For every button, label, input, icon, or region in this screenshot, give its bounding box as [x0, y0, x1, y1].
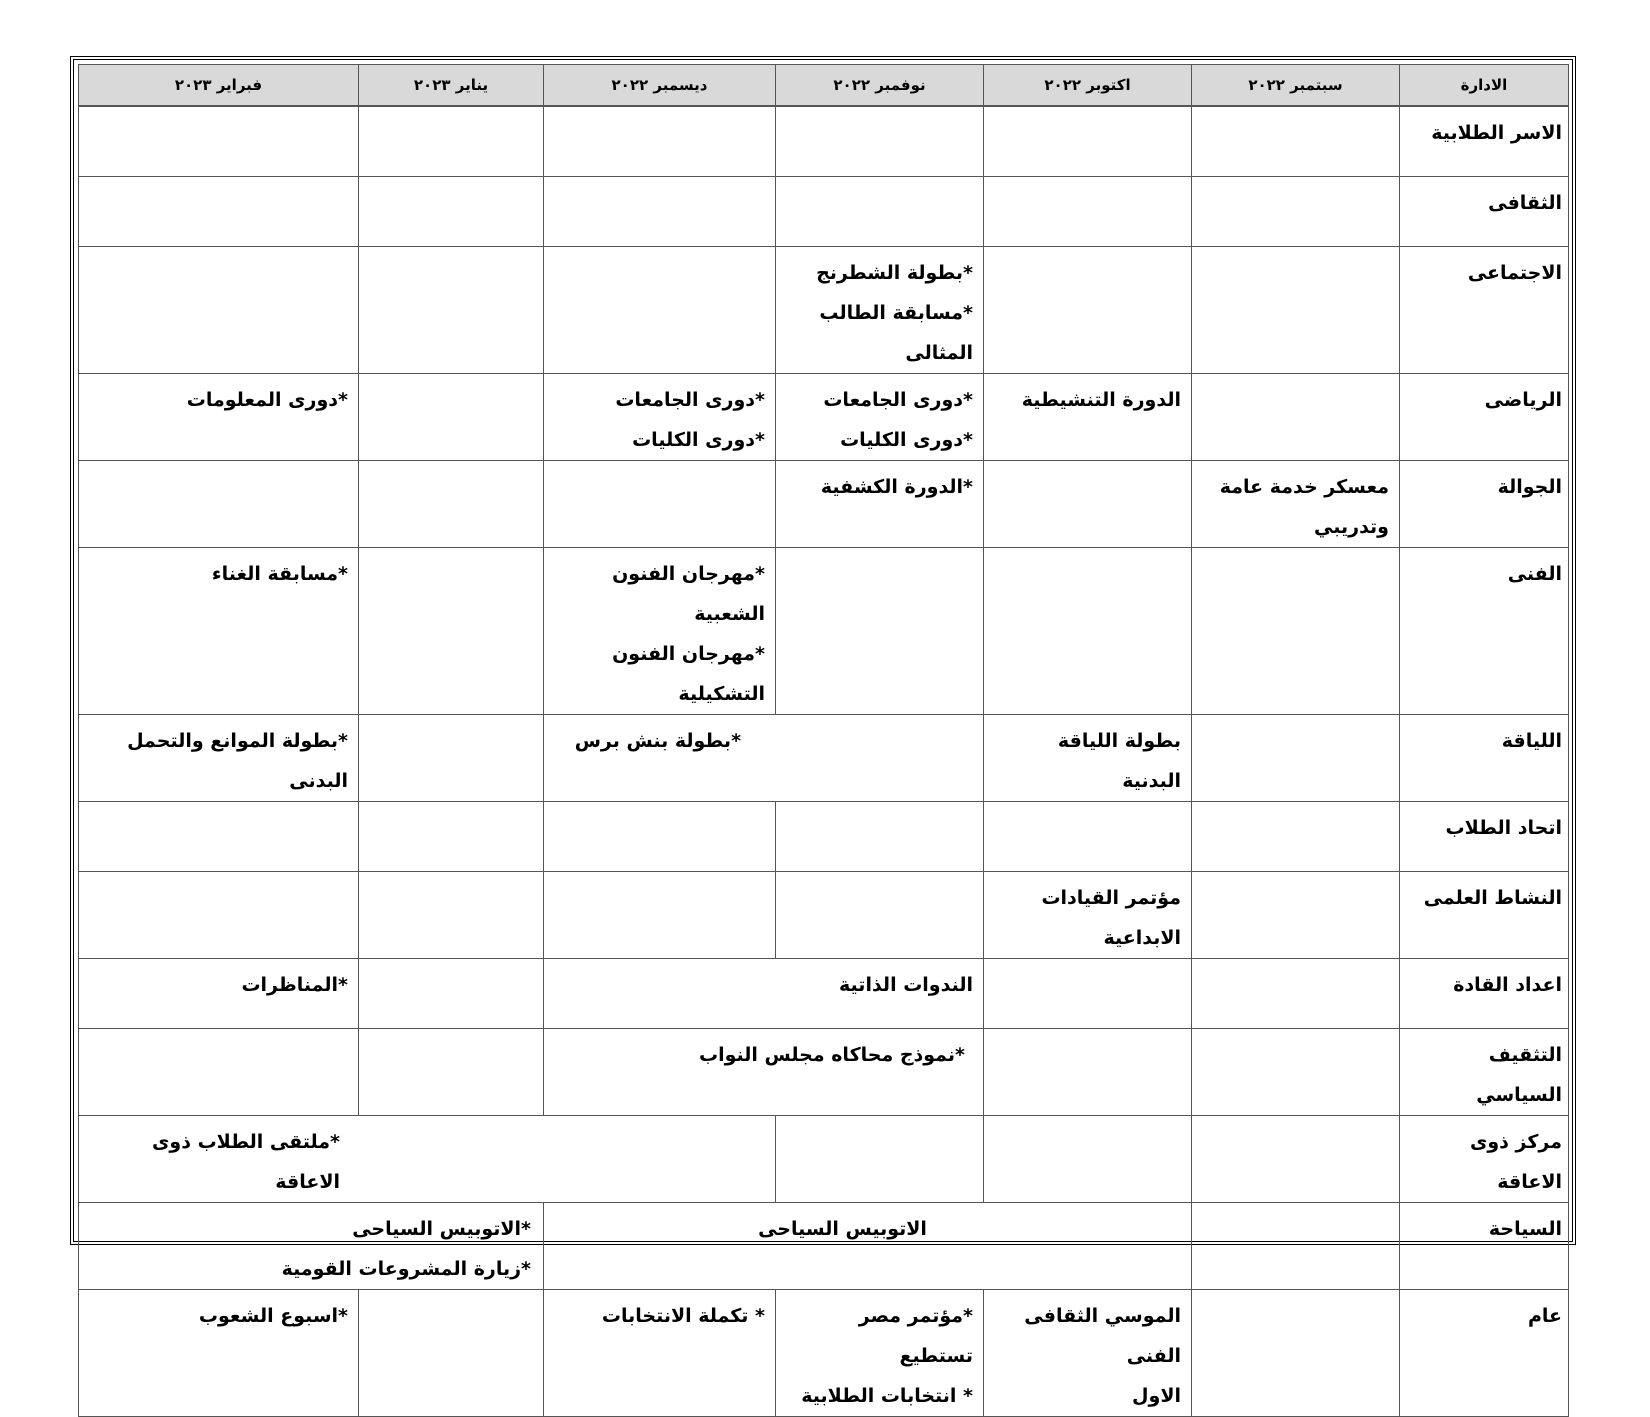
dept-cell: الجوالة — [1400, 460, 1569, 547]
cell — [359, 176, 544, 246]
cell — [79, 1289, 359, 1416]
cell — [544, 801, 776, 871]
activity-text: الاول — [1132, 1384, 1181, 1407]
activity-text: *مؤتمر مصر تستطيع — [858, 1304, 973, 1367]
cell — [1192, 1115, 1400, 1202]
cell — [79, 373, 359, 460]
cell — [544, 871, 776, 958]
table-row — [79, 871, 1569, 958]
cell — [776, 1289, 984, 1416]
cell — [984, 1115, 1192, 1202]
cell — [544, 547, 776, 714]
dept-cell: الاسر الطلابية — [1400, 106, 1569, 176]
dept-cell: مركز ذوى الاعاقة — [1400, 1115, 1569, 1202]
activity-text: *اسبوع الشعوب — [198, 1304, 348, 1327]
cell — [776, 1115, 984, 1202]
cell — [544, 106, 776, 176]
cell — [1192, 460, 1400, 547]
activity-text: الابداعية — [1103, 926, 1181, 949]
header-month-feb: فبراير ٢٠٢٣ — [79, 65, 359, 107]
cell — [544, 714, 984, 801]
cell — [79, 1115, 776, 1202]
cell — [359, 1289, 544, 1416]
table-row — [79, 547, 1569, 714]
cell — [984, 714, 1192, 801]
activity-text: *دورى الجامعات — [823, 388, 973, 411]
cell — [359, 547, 544, 714]
table-row — [79, 958, 1569, 1028]
dept-cell: اتحاد الطلاب — [1400, 801, 1569, 871]
cell — [1192, 714, 1400, 801]
table-row — [79, 246, 1569, 373]
table-row — [79, 801, 1569, 871]
cell — [984, 246, 1192, 373]
activity-text: بطولة اللياقة البدنية — [1057, 729, 1181, 792]
header-month-oct: اكتوبر ٢٠٢٢ — [984, 65, 1192, 107]
dept-cell: الفنى — [1400, 547, 1569, 714]
activity-text: *مهرجان الفنون الشعبية — [612, 562, 765, 625]
cell — [1192, 547, 1400, 714]
cell — [359, 460, 544, 547]
cell — [1192, 106, 1400, 176]
cell — [984, 871, 1192, 958]
cell — [359, 958, 544, 1028]
activity-text: الاعاقة — [275, 1170, 340, 1193]
cell — [776, 547, 984, 714]
table-row — [79, 1202, 1569, 1289]
cell — [984, 958, 1192, 1028]
cell — [984, 1289, 1192, 1416]
dept-cell: الرياضى — [1400, 373, 1569, 460]
cell — [544, 1202, 1192, 1289]
activity-text: *مهرجان الفنون التشكيلية — [612, 642, 765, 705]
cell — [79, 1028, 359, 1115]
cell — [359, 246, 544, 373]
cell — [79, 460, 359, 547]
activity-text: الموسي الثقافى الفنى — [1024, 1304, 1181, 1367]
cell — [1192, 246, 1400, 373]
cell — [1192, 373, 1400, 460]
cell — [984, 547, 1192, 714]
cell — [984, 176, 1192, 246]
activity-text: الاتوبيس السياحى — [758, 1217, 927, 1240]
header-row — [79, 65, 1569, 107]
dept-cell: الاجتماعى — [1400, 246, 1569, 373]
header-month-sep: سبتمبر ٢٠٢٢ — [1192, 65, 1400, 107]
table-row — [79, 1028, 1569, 1115]
header-month-jan: يناير ٢٠٢٣ — [359, 65, 544, 107]
dept-cell: عام — [1400, 1289, 1569, 1416]
cell — [776, 176, 984, 246]
cell — [544, 1028, 984, 1115]
cell — [359, 801, 544, 871]
activity-text: *دورى الكليات — [632, 428, 765, 451]
cell — [544, 460, 776, 547]
activity-text: * انتخابات الطلابية — [801, 1384, 973, 1407]
cell — [1192, 801, 1400, 871]
cell — [359, 106, 544, 176]
dept-cell: اعداد القادة — [1400, 958, 1569, 1028]
activity-text: *دورى الجامعات — [615, 388, 765, 411]
cell — [544, 1289, 776, 1416]
cell — [544, 958, 984, 1028]
activity-text: معسكر خدمة عامة — [1219, 475, 1389, 498]
cell — [1192, 176, 1400, 246]
cell — [984, 460, 1192, 547]
cell — [79, 958, 359, 1028]
cell — [776, 246, 984, 373]
table-row — [79, 714, 1569, 801]
document-frame — [70, 56, 1576, 1407]
cell — [984, 1028, 1192, 1115]
cell — [359, 871, 544, 958]
cell — [544, 246, 776, 373]
activity-text: * تكملة الانتخابات — [601, 1304, 765, 1327]
activity-text: الندوات الذاتية — [839, 973, 973, 996]
cell — [984, 801, 1192, 871]
activity-text: *زيارة المشروعات القومية — [281, 1257, 531, 1280]
cell — [1192, 1202, 1400, 1289]
cell — [776, 801, 984, 871]
table-row — [79, 1289, 1569, 1416]
cell — [984, 373, 1192, 460]
activity-text: *ملتقى الطلاب ذوى — [152, 1130, 340, 1153]
cell — [544, 176, 776, 246]
header-month-nov: نوفمبر ٢٠٢٢ — [776, 65, 984, 107]
cell — [776, 460, 984, 547]
activity-text: *الدورة الكشفية — [820, 475, 973, 498]
activity-text: *بطولة الشطرنج — [816, 261, 973, 284]
cell — [79, 246, 359, 373]
cell — [359, 373, 544, 460]
activity-text: مؤتمر القيادات — [1041, 886, 1181, 909]
cell — [79, 714, 359, 801]
cell — [984, 106, 1192, 176]
activity-text: *دورى الكليات — [840, 428, 973, 451]
cell — [544, 373, 776, 460]
activity-text: *بطولة الموانع والتحمل — [127, 729, 348, 752]
cell — [1192, 871, 1400, 958]
table-row — [79, 460, 1569, 547]
activity-text: *المناظرات — [241, 973, 348, 996]
activity-text: *الاتوبيس السياحى — [352, 1217, 531, 1240]
activity-text: وتدريبي — [1314, 515, 1389, 538]
cell — [776, 106, 984, 176]
activity-schedule-table — [78, 64, 1569, 1417]
activity-text: البدنى — [289, 769, 348, 792]
dept-cell: السياحة — [1400, 1202, 1569, 1289]
dept-cell: النشاط العلمى — [1400, 871, 1569, 958]
dept-cell: الثقافى — [1400, 176, 1569, 246]
cell — [776, 373, 984, 460]
table-row — [79, 176, 1569, 246]
cell — [776, 871, 984, 958]
cell — [1192, 1028, 1400, 1115]
cell — [79, 1202, 544, 1289]
cell — [1192, 958, 1400, 1028]
activity-text: *بطولة بنش برس — [574, 729, 741, 752]
cell — [79, 547, 359, 714]
cell — [1192, 1289, 1400, 1416]
header-dept: الادارة — [1400, 65, 1569, 107]
activity-text: *نموذج محاكاه مجلس النواب — [699, 1043, 965, 1066]
table-row — [79, 106, 1569, 176]
activity-text: الدورة التنشيطية — [1021, 388, 1181, 411]
activity-text: *مسابقة الطالب المثالى — [819, 301, 973, 364]
cell — [79, 801, 359, 871]
cell — [79, 176, 359, 246]
activity-text: *دورى المعلومات — [186, 388, 348, 411]
cell — [79, 106, 359, 176]
activity-text: *مسابقة الغناء — [211, 562, 348, 585]
dept-cell: اللياقة — [1400, 714, 1569, 801]
cell — [79, 871, 359, 958]
header-month-dec: ديسمبر ٢٠٢٢ — [544, 65, 776, 107]
cell — [359, 1028, 544, 1115]
dept-cell: التثقيف السياسي — [1400, 1028, 1569, 1115]
cell — [359, 714, 544, 801]
table-row — [79, 373, 1569, 460]
table-row — [79, 1115, 1569, 1202]
